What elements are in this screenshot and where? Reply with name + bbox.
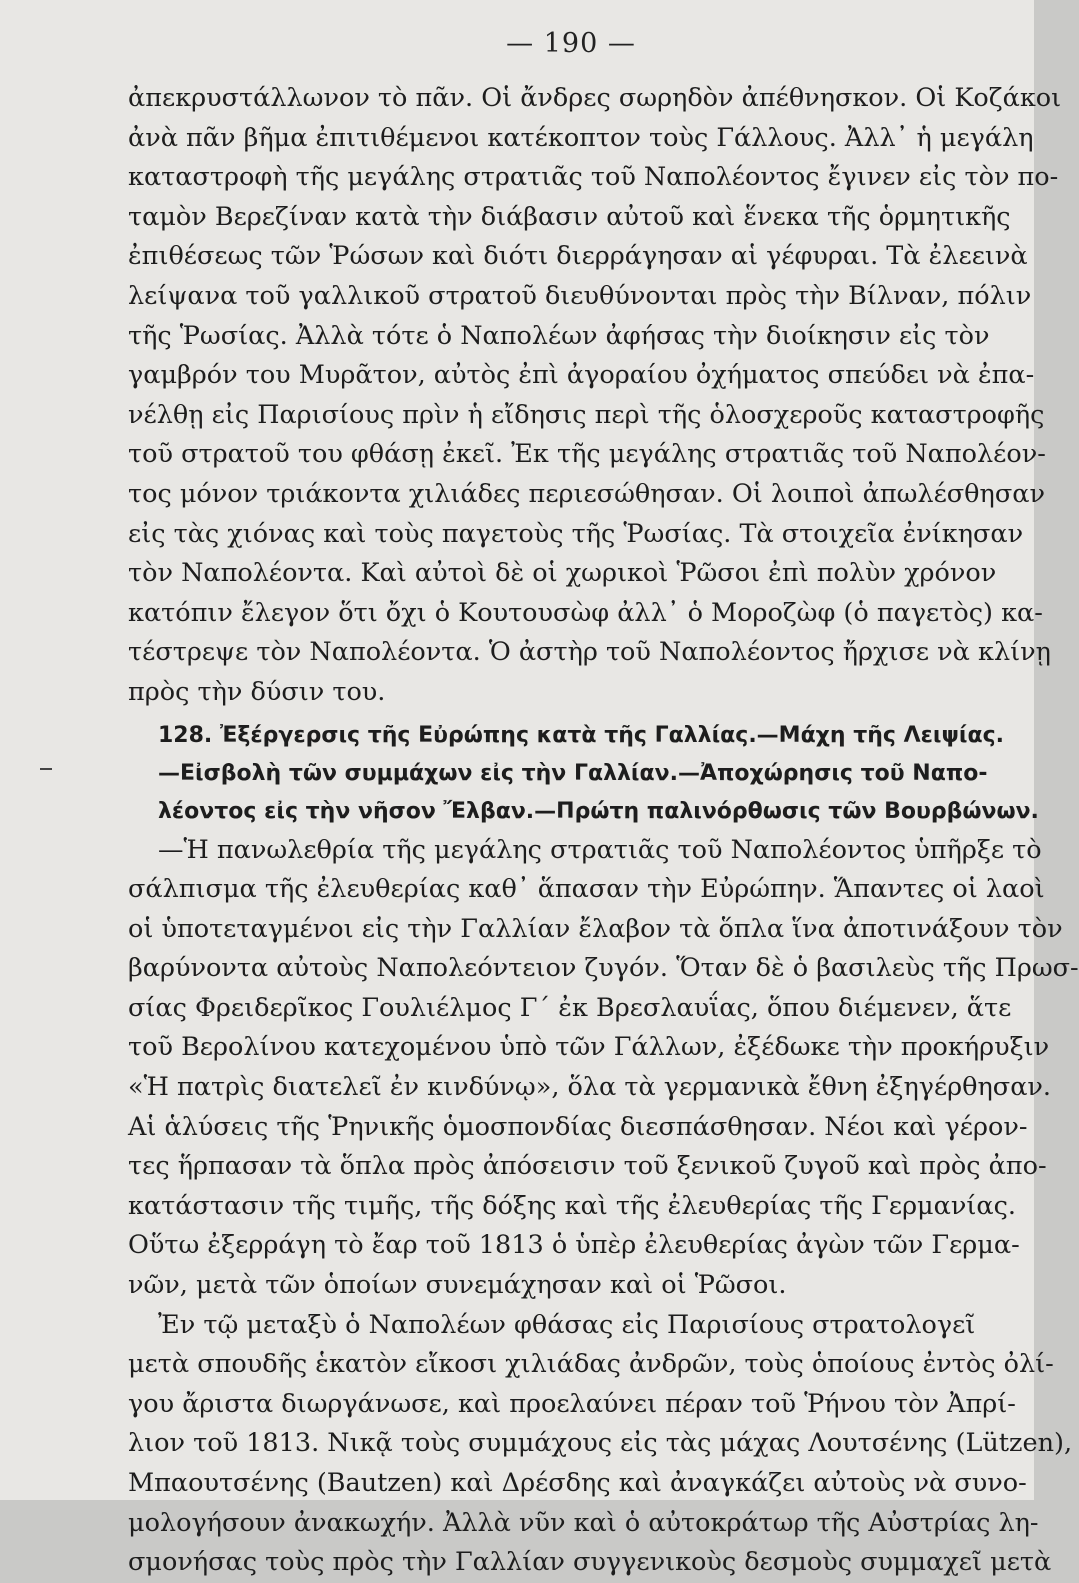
text-line: μετὰ σπουδῆς ἑκατὸν εἴκοσι χιλιάδας ἀνδρῶν, τοὺς ὁποίους ἐντὸς ὀλί-: [128, 1349, 1054, 1380]
text-line: σάλπισμα τῆς ἐλευθερίας καθ᾽ ἅπασαν τὴν Εὐρώπην. Ἅπαντες οἱ λαοὶ: [128, 874, 1045, 905]
text-line: Αἱ ἁλύσεις τῆς Ῥηνικῆς ὁμοσπονδίας διεσπάσθησαν. Νέοι καὶ γέρον-: [128, 1111, 1028, 1142]
margin-mark: [40, 768, 52, 770]
text-line: κατάστασιν τῆς τιμῆς, τῆς δόξης καὶ τῆς ἐλευθερίας τῆς Γερμανίας.: [128, 1190, 1016, 1221]
text-line: οἱ ὑποτεταγμένοι εἰς τὴν Γαλλίαν ἔλαβον τὰ ὅπλα ἵνα ἀποτινάξουν τὸν: [128, 913, 1063, 944]
heading-line: 128. Ἐξέργερσις τῆς Εὐρώπης κατὰ τῆς Γαλλίας.—Μάχη τῆς Λειψίας.: [158, 722, 1004, 748]
section-heading: [128, 717, 1039, 831]
text-line: Ἐν τῷ μεταξὺ ὁ Ναπολέων φθάσας εἰς Παρισίους στρατολογεῖ: [158, 1309, 976, 1340]
text-line: τῆς Ῥωσίας. Ἀλλὰ τότε ὁ Ναπολέων ἀφήσας τὴν διοίκησιν εἰς τὸν: [128, 320, 990, 351]
text-line: σίας Φρειδερῖκος Γουλιέλμος Γ´ ἐκ Βρεσλαυΐας, ὅπου διέμενεν, ἅτε: [128, 992, 1012, 1023]
text-line: τοῦ Βερολίνου κατεχομένου ὑπὸ τῶν Γάλλων, ἐξέδωκε τὴν προκήρυξιν: [128, 1032, 1050, 1063]
text-line: ἀπεκρυστάλλωνον τὸ πᾶν. Οἱ ἄνδρες σωρηδὸν ἀπέθνησκον. Οἱ Κοζάκοι: [128, 83, 1062, 113]
text-line: γαμβρόν του Μυρᾶτον, αὐτὸς ἐπὶ ἀγοραίου ὀχήματος σπεύδει νὰ ἐπα-: [128, 360, 1035, 391]
text-line: γου ἄριστα διωργάνωσε, καὶ προελαύνει πέραν τοῦ Ῥήνου τὸν Ἀπρί-: [128, 1388, 1016, 1419]
text-line: ἐπιθέσεως τῶν Ῥώσων καὶ διότι διερράγησαν αἱ γέφυραι. Τὰ ἐλεεινὰ: [128, 241, 1028, 272]
text-line: βαρύνοντα αὐτοὺς Ναπολεόντειον ζυγόν. Ὅταν δὲ ὁ βασιλεὺς τῆς Πρωσ-: [128, 953, 1079, 984]
text-line: λείψανα τοῦ γαλλικοῦ στρατοῦ διευθύνονται πρὸς τὴν Βίλναν, πόλιν: [128, 280, 1032, 311]
heading-line: λέοντος εἰς τὴν νῆσον Ἔλβαν.—Πρώτη παλινόρθωσις τῶν Βουρβώνων.: [158, 798, 1039, 824]
text-line: νῶν, μετὰ τῶν ὁποίων συνεμάχησαν καὶ οἱ Ῥῶσοι.: [128, 1270, 787, 1301]
text-line: τέστρεψε τὸν Ναπολέοντα. Ὁ ἀστὴρ τοῦ Ναπολέοντος ἤρχισε νὰ κλίνῃ: [128, 637, 1051, 668]
text-line: νέλθῃ εἰς Παρισίους πρὶν ἡ εἴδησις περὶ τῆς ὁλοσχεροῦς καταστροφῆς: [128, 399, 1045, 430]
paragraph-european-uprising: [128, 831, 1079, 1306]
heading-line: —Εἰσβολὴ τῶν συμμάχων εἰς τὴν Γαλλίαν.—Ἀποχώρησις τοῦ Ναπο-: [158, 760, 988, 786]
text-line: πρὸς τὴν δύσιν του.: [128, 676, 386, 707]
paragraph-campaign-1813: [128, 1306, 1073, 1583]
text-line: τες ἥρπασαν τὰ ὅπλα πρὸς ἀπόσεισιν τοῦ ξενικοῦ ζυγοῦ καὶ πρὸς ἀπο-: [128, 1151, 1047, 1182]
page-number: — 190 —: [506, 28, 636, 59]
text-line: Μπαουτσένης (Bautzen) καὶ Δρέσδης καὶ ἀναγκάζει αὐτοὺς νὰ συνο-: [128, 1468, 1027, 1498]
text-line: τος μόνον τριάκοντα χιλιάδες περιεσώθησαν. Οἱ λοιποὶ ἀπωλέσθησαν: [128, 478, 1045, 509]
text-line: σμονήσας τοὺς πρὸς τὴν Γαλλίαν συγγενικοὺς δεσμοὺς συμμαχεῖ μετὰ: [128, 1547, 1052, 1578]
text-line: τὸν Ναπολέοντα. Καὶ αὐτοὶ δὲ οἱ χωρικοὶ Ῥῶσοι ἐπὶ πολὺν χρόνον: [128, 558, 997, 589]
text-line: λιον τοῦ 1813. Νικᾷ τοὺς συμμάχους εἰς τὰς μάχας Λουτσένης (Lützen),: [128, 1428, 1073, 1459]
text-line: κατόπιν ἔλεγον ὅτι ὄχι ὁ Κουτουσὼφ ἀλλ᾽ ὁ Μοροζὼφ (ὁ παγετὸς) κα-: [128, 597, 1043, 628]
paragraph-napoleon-retreat: [128, 79, 1062, 713]
text-line: «Ἡ πατρὶς διατελεῖ ἐν κινδύνῳ», ὅλα τὰ γερμανικὰ ἔθνη ἐξηγέρθησαν.: [128, 1072, 1052, 1103]
text-line: τοῦ στρατοῦ του φθάσῃ ἐκεῖ. Ἐκ τῆς μεγάλης στρατιᾶς τοῦ Ναπολέον-: [128, 439, 1046, 470]
text-line: εἰς τὰς χιόνας καὶ τοὺς παγετοὺς τῆς Ῥωσίας. Τὰ στοιχεῖα ἐνίκησαν: [128, 518, 1024, 549]
text-line: καταστροφὴ τῆς μεγάλης στρατιᾶς τοῦ Ναπολέοντος ἔγινεν εἰς τὸν πο-: [128, 162, 1059, 193]
text-line: μολογήσουν ἀνακωχήν. Ἀλλὰ νῦν καὶ ὁ αὐτοκράτωρ τῆς Αὐστρίας λη-: [128, 1507, 1039, 1538]
text-line: Οὕτω ἐξερράγη τὸ ἔαρ τοῦ 1813 ὁ ὑπὲρ ἐλευθερίας ἀγὼν τῶν Γερμα-: [128, 1230, 1020, 1261]
text-line: ταμὸν Βερεζίναν κατὰ τὴν διάβασιν αὐτοῦ καὶ ἕνεκα τῆς ὁρμητικῆς: [128, 201, 1011, 232]
text-line: —Ἡ πανωλεθρία τῆς μεγάλης στρατιᾶς τοῦ Ναπολέοντος ὑπῆρξε τὸ: [158, 834, 1042, 865]
text-line: ἀνὰ πᾶν βῆμα ἐπιτιθέμενοι κατέκοπτον τοὺς Γάλλους. Ἀλλ᾽ ἡ μεγάλη: [128, 122, 1034, 153]
